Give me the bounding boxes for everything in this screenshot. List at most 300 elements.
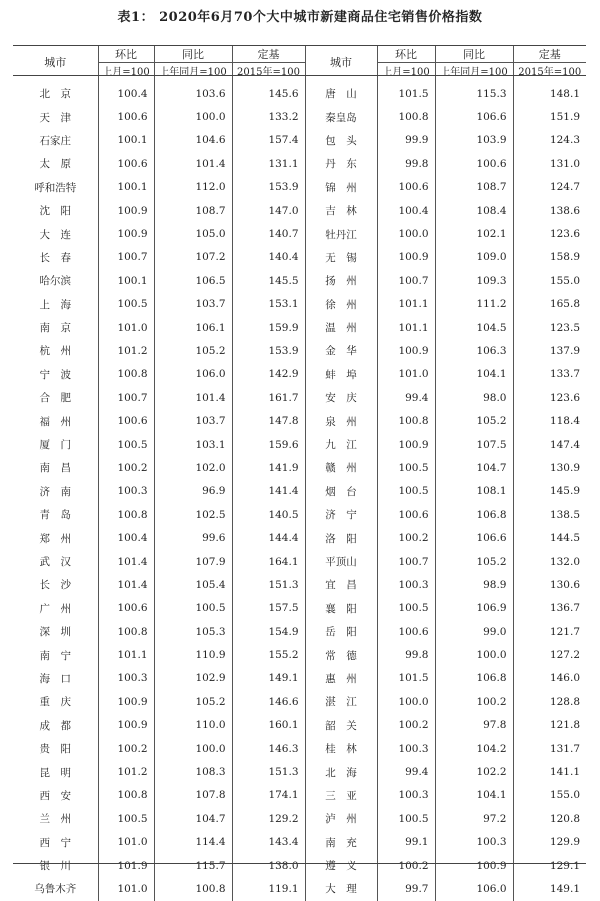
left-city-cell: 哈尔滨 <box>39 275 71 288</box>
left-base-cell: 145.6 <box>232 78 305 105</box>
left-city-cell: 天 津 <box>39 111 71 124</box>
right-base-cell: 137.9 <box>513 339 586 362</box>
left-city-cell: 昆 明 <box>39 766 71 779</box>
left-mom-cell: 101.0 <box>98 877 154 900</box>
left-city-cell: 合 肥 <box>39 392 71 405</box>
right-city-cell: 岳 阳 <box>305 620 377 643</box>
header-mom-right: 环比 <box>377 46 435 63</box>
right-city-cell: 金 华 <box>305 339 377 362</box>
right-base-cell: 133.7 <box>513 363 586 386</box>
left-city-cell: 深 圳 <box>39 626 71 639</box>
left-city-cell: 长 沙 <box>39 579 71 592</box>
right-base-cell: 131.0 <box>513 152 586 175</box>
right-yoy-cell: 106.0 <box>435 877 513 900</box>
left-mom-cell: 100.6 <box>98 597 154 620</box>
left-base-cell: 140.7 <box>232 222 305 245</box>
right-base-cell: 144.5 <box>513 526 586 549</box>
left-mom-cell: 100.5 <box>98 807 154 830</box>
left-yoy-cell: 104.7 <box>154 807 232 830</box>
left-mom-cell: 101.9 <box>98 854 154 877</box>
left-city-cell: 石家庄 <box>39 134 71 147</box>
right-mom-cell: 100.3 <box>377 573 435 596</box>
left-city-cell: 重 庆 <box>39 696 71 709</box>
left-city-cell: 福 州 <box>39 415 71 428</box>
table-header <box>13 46 586 78</box>
right-city-cell: 秦皇岛 <box>305 105 377 128</box>
left-city-cell: 济 南 <box>39 485 71 498</box>
right-base-cell: 123.5 <box>513 316 586 339</box>
right-base-cell: 151.9 <box>513 105 586 128</box>
right-city-cell: 丹 东 <box>305 152 377 175</box>
right-city-cell: 九 江 <box>305 433 377 456</box>
left-yoy-cell: 102.5 <box>154 503 232 526</box>
left-city-cell: 郑 州 <box>39 532 71 545</box>
left-yoy-cell: 107.9 <box>154 550 232 573</box>
table-row <box>13 199 586 222</box>
table-row <box>13 737 586 760</box>
left-mom-cell: 101.2 <box>98 760 154 783</box>
right-base-cell: 123.6 <box>513 222 586 245</box>
header-base-left: 定基 <box>232 46 305 63</box>
left-base-cell: 174.1 <box>232 784 305 807</box>
table-row <box>13 316 586 339</box>
left-base-cell: 131.1 <box>232 152 305 175</box>
table-row <box>13 269 586 292</box>
left-city-cell: 沈 阳 <box>39 205 71 218</box>
left-city-cell: 南 宁 <box>39 649 71 662</box>
right-yoy-cell: 100.3 <box>435 831 513 854</box>
right-mom-cell: 101.5 <box>377 78 435 105</box>
right-mom-cell: 100.8 <box>377 105 435 128</box>
right-yoy-cell: 100.9 <box>435 854 513 877</box>
left-city-cell: 呼和浩特 <box>34 181 77 194</box>
table-row <box>13 129 586 152</box>
table-row <box>13 526 586 549</box>
right-city-cell: 宜 昌 <box>305 573 377 596</box>
right-yoy-cell: 100.2 <box>435 690 513 713</box>
left-yoy-cell: 105.4 <box>154 573 232 596</box>
right-yoy-cell: 106.9 <box>435 597 513 620</box>
right-mom-cell: 99.8 <box>377 643 435 666</box>
left-mom-cell: 100.9 <box>98 199 154 222</box>
table-row <box>13 573 586 596</box>
right-base-cell: 130.9 <box>513 456 586 479</box>
right-city-cell: 吉 林 <box>305 199 377 222</box>
right-base-cell: 138.5 <box>513 503 586 526</box>
right-yoy-cell: 108.7 <box>435 176 513 199</box>
left-base-cell: 149.1 <box>232 667 305 690</box>
right-yoy-cell: 97.2 <box>435 807 513 830</box>
table-row <box>13 597 586 620</box>
left-base-cell: 151.3 <box>232 573 305 596</box>
right-base-cell: 118.4 <box>513 409 586 432</box>
left-mom-cell: 100.4 <box>98 526 154 549</box>
right-yoy-cell: 106.6 <box>435 105 513 128</box>
right-base-cell: 124.7 <box>513 176 586 199</box>
table-row <box>13 620 586 643</box>
right-yoy-cell: 104.1 <box>435 784 513 807</box>
left-base-cell: 133.2 <box>232 105 305 128</box>
right-base-cell: 121.7 <box>513 620 586 643</box>
right-city-cell: 惠 州 <box>305 667 377 690</box>
left-base-cell: 129.2 <box>232 807 305 830</box>
left-yoy-cell: 96.9 <box>154 480 232 503</box>
left-yoy-cell: 102.9 <box>154 667 232 690</box>
left-base-cell: 160.1 <box>232 714 305 737</box>
left-mom-cell: 100.6 <box>98 409 154 432</box>
table-row <box>13 550 586 573</box>
left-base-cell: 153.1 <box>232 293 305 316</box>
left-mom-cell: 100.1 <box>98 269 154 292</box>
left-yoy-cell: 115.7 <box>154 854 232 877</box>
left-base-cell: 155.2 <box>232 643 305 666</box>
right-city-cell: 唐 山 <box>305 78 377 105</box>
left-mom-cell: 100.9 <box>98 714 154 737</box>
left-mom-cell: 100.8 <box>98 363 154 386</box>
right-mom-cell: 100.5 <box>377 456 435 479</box>
table-row <box>13 105 586 128</box>
left-mom-cell: 100.5 <box>98 433 154 456</box>
right-mom-cell: 100.9 <box>377 339 435 362</box>
table-title: 表1： 2020年6月70个大中城市新建商品住宅销售价格指数 <box>117 10 483 25</box>
right-city-cell: 大 理 <box>305 877 377 900</box>
right-yoy-cell: 98.9 <box>435 573 513 596</box>
right-city-cell: 三 亚 <box>305 784 377 807</box>
right-mom-cell: 100.9 <box>377 246 435 269</box>
left-city-cell: 杭 州 <box>39 345 71 358</box>
left-mom-cell: 100.1 <box>98 129 154 152</box>
left-mom-cell: 101.1 <box>98 643 154 666</box>
right-yoy-cell: 108.1 <box>435 480 513 503</box>
right-mom-cell: 99.4 <box>377 760 435 783</box>
left-city-cell: 大 连 <box>39 228 71 241</box>
right-mom-cell: 100.9 <box>377 433 435 456</box>
right-base-cell: 136.7 <box>513 597 586 620</box>
table-bottom-rule <box>13 863 586 864</box>
left-base-cell: 140.5 <box>232 503 305 526</box>
left-city-cell: 北 京 <box>39 88 71 101</box>
right-base-cell: 165.8 <box>513 293 586 316</box>
left-base-cell: 157.4 <box>232 129 305 152</box>
right-yoy-cell: 106.8 <box>435 667 513 690</box>
left-mom-cell: 101.4 <box>98 550 154 573</box>
right-city-cell: 烟 台 <box>305 480 377 503</box>
right-mom-cell: 99.9 <box>377 129 435 152</box>
right-base-cell: 141.1 <box>513 760 586 783</box>
right-mom-cell: 100.3 <box>377 737 435 760</box>
left-mom-cell: 100.1 <box>98 176 154 199</box>
left-mom-cell: 100.8 <box>98 784 154 807</box>
right-city-cell: 无 锡 <box>305 246 377 269</box>
left-yoy-cell: 105.2 <box>154 690 232 713</box>
right-base-cell: 146.0 <box>513 667 586 690</box>
header-mom-left: 环比 <box>98 46 154 63</box>
right-mom-cell: 100.2 <box>377 854 435 877</box>
right-yoy-cell: 104.1 <box>435 363 513 386</box>
table-row <box>13 480 586 503</box>
table-row <box>13 246 586 269</box>
right-yoy-cell: 109.3 <box>435 269 513 292</box>
right-city-cell: 韶 关 <box>305 714 377 737</box>
header-base-sub-right: 2015年=100 <box>513 63 586 79</box>
left-base-cell: 147.8 <box>232 409 305 432</box>
left-city-cell: 南 京 <box>39 322 71 335</box>
left-yoy-cell: 105.2 <box>154 339 232 362</box>
left-mom-cell: 100.7 <box>98 246 154 269</box>
right-city-cell: 安 庆 <box>305 386 377 409</box>
right-base-cell: 132.0 <box>513 550 586 573</box>
table-row <box>13 222 586 245</box>
left-city-cell: 武 汉 <box>39 556 71 568</box>
left-city-cell: 海 口 <box>39 672 71 685</box>
right-base-cell: 129.9 <box>513 831 586 854</box>
right-base-cell: 128.8 <box>513 690 586 713</box>
table-row <box>13 503 586 526</box>
left-mom-cell: 100.2 <box>98 737 154 760</box>
left-yoy-cell: 107.2 <box>154 246 232 269</box>
right-mom-cell: 101.0 <box>377 363 435 386</box>
right-city-cell: 平顶山 <box>305 550 377 573</box>
header-mom-sub-left: 上月=100 <box>98 63 154 79</box>
left-base-cell: 157.5 <box>232 597 305 620</box>
left-yoy-cell: 101.4 <box>154 152 232 175</box>
left-city-cell: 广 州 <box>39 602 71 615</box>
left-yoy-cell: 100.0 <box>154 105 232 128</box>
left-yoy-cell: 103.6 <box>154 78 232 105</box>
right-yoy-cell: 106.8 <box>435 503 513 526</box>
left-yoy-cell: 108.3 <box>154 760 232 783</box>
left-city-cell: 西 宁 <box>39 836 71 849</box>
left-city-cell: 银 川 <box>39 860 71 873</box>
table-row <box>13 293 586 316</box>
left-yoy-cell: 100.0 <box>154 737 232 760</box>
right-city-cell: 湛 江 <box>305 690 377 713</box>
right-yoy-cell: 100.6 <box>435 152 513 175</box>
left-base-cell: 164.1 <box>232 550 305 573</box>
table-row <box>13 854 586 877</box>
left-yoy-cell: 104.6 <box>154 129 232 152</box>
table-row <box>13 386 586 409</box>
left-city-cell: 南 昌 <box>39 462 71 475</box>
left-mom-cell: 101.2 <box>98 339 154 362</box>
right-yoy-cell: 100.0 <box>435 643 513 666</box>
left-mom-cell: 100.7 <box>98 386 154 409</box>
right-city-cell: 牡丹江 <box>305 222 377 245</box>
right-yoy-cell: 97.8 <box>435 714 513 737</box>
right-mom-cell: 100.7 <box>377 269 435 292</box>
left-mom-cell: 100.8 <box>98 503 154 526</box>
table-row <box>13 78 586 105</box>
right-base-cell: 138.6 <box>513 199 586 222</box>
table-row <box>13 363 586 386</box>
right-city-cell: 泉 州 <box>305 409 377 432</box>
left-base-cell: 153.9 <box>232 339 305 362</box>
header-yoy-sub-right: 上年同月=100 <box>435 63 513 79</box>
right-mom-cell: 99.8 <box>377 152 435 175</box>
left-base-cell: 140.4 <box>232 246 305 269</box>
right-city-cell: 北 海 <box>305 760 377 783</box>
right-base-cell: 130.6 <box>513 573 586 596</box>
left-base-cell: 159.6 <box>232 433 305 456</box>
left-mom-cell: 100.9 <box>98 222 154 245</box>
left-yoy-cell: 103.7 <box>154 293 232 316</box>
right-yoy-cell: 115.3 <box>435 78 513 105</box>
right-mom-cell: 100.2 <box>377 714 435 737</box>
left-yoy-cell: 100.8 <box>154 877 232 900</box>
right-city-cell: 锦 州 <box>305 176 377 199</box>
right-yoy-cell: 107.5 <box>435 433 513 456</box>
right-yoy-cell: 104.7 <box>435 456 513 479</box>
left-city-cell: 成 都 <box>39 719 71 732</box>
right-base-cell: 121.8 <box>513 714 586 737</box>
right-yoy-cell: 104.5 <box>435 316 513 339</box>
right-city-cell: 赣 州 <box>305 456 377 479</box>
price-index-table <box>13 46 586 901</box>
right-city-cell: 徐 州 <box>305 293 377 316</box>
right-base-cell: 155.0 <box>513 269 586 292</box>
header-yoy-sub-left: 上年同月=100 <box>154 63 232 79</box>
left-base-cell: 161.7 <box>232 386 305 409</box>
right-yoy-cell: 102.2 <box>435 760 513 783</box>
left-mom-cell: 100.6 <box>98 105 154 128</box>
right-city-cell: 包 头 <box>305 129 377 152</box>
right-base-cell: 123.6 <box>513 386 586 409</box>
right-base-cell: 145.9 <box>513 480 586 503</box>
table-row <box>13 433 586 456</box>
right-yoy-cell: 109.0 <box>435 246 513 269</box>
left-base-cell: 146.3 <box>232 737 305 760</box>
header-yoy-left: 同比 <box>154 46 232 63</box>
right-yoy-cell: 111.2 <box>435 293 513 316</box>
right-mom-cell: 100.6 <box>377 620 435 643</box>
left-mom-cell: 101.0 <box>98 316 154 339</box>
left-city-cell: 兰 州 <box>39 813 71 826</box>
right-base-cell: 155.0 <box>513 784 586 807</box>
left-yoy-cell: 106.0 <box>154 363 232 386</box>
right-base-cell: 148.1 <box>513 78 586 105</box>
table-row <box>13 176 586 199</box>
table-row <box>13 456 586 479</box>
right-city-cell: 蚌 埠 <box>305 363 377 386</box>
right-mom-cell: 99.4 <box>377 386 435 409</box>
right-mom-cell: 101.5 <box>377 667 435 690</box>
right-yoy-cell: 105.2 <box>435 550 513 573</box>
header-yoy-right: 同比 <box>435 46 513 63</box>
right-city-cell: 南 充 <box>305 831 377 854</box>
right-base-cell: 147.4 <box>513 433 586 456</box>
left-base-cell: 153.9 <box>232 176 305 199</box>
left-yoy-cell: 103.1 <box>154 433 232 456</box>
left-city-cell: 厦 门 <box>39 439 71 452</box>
left-city-cell: 乌鲁木齐 <box>34 883 77 896</box>
right-base-cell: 149.1 <box>513 877 586 900</box>
table-row <box>13 807 586 830</box>
right-city-cell: 扬 州 <box>305 269 377 292</box>
right-mom-cell: 100.0 <box>377 690 435 713</box>
left-yoy-cell: 102.0 <box>154 456 232 479</box>
right-city-cell: 桂 林 <box>305 737 377 760</box>
right-base-cell: 131.7 <box>513 737 586 760</box>
table-row <box>13 409 586 432</box>
left-base-cell: 145.5 <box>232 269 305 292</box>
right-city-cell: 济 宁 <box>305 503 377 526</box>
left-base-cell: 138.0 <box>232 854 305 877</box>
right-mom-cell: 99.7 <box>377 877 435 900</box>
left-city-cell: 宁 波 <box>39 368 71 381</box>
table-row <box>13 667 586 690</box>
left-base-cell: 141.9 <box>232 456 305 479</box>
table-row <box>13 690 586 713</box>
left-mom-cell: 100.5 <box>98 293 154 316</box>
table-body <box>13 78 586 901</box>
right-city-cell: 泸 州 <box>305 807 377 830</box>
left-yoy-cell: 99.6 <box>154 526 232 549</box>
left-city-cell: 上 海 <box>39 298 71 311</box>
table-row <box>13 643 586 666</box>
table-row <box>13 714 586 737</box>
right-base-cell: 129.1 <box>513 854 586 877</box>
table-row <box>13 152 586 175</box>
left-yoy-cell: 114.4 <box>154 831 232 854</box>
right-yoy-cell: 104.2 <box>435 737 513 760</box>
right-mom-cell: 100.2 <box>377 526 435 549</box>
left-base-cell: 141.4 <box>232 480 305 503</box>
table-row <box>13 877 586 900</box>
left-yoy-cell: 108.7 <box>154 199 232 222</box>
table-row <box>13 784 586 807</box>
table-row <box>13 831 586 854</box>
left-base-cell: 146.6 <box>232 690 305 713</box>
right-mom-cell: 100.0 <box>377 222 435 245</box>
left-mom-cell: 100.4 <box>98 78 154 105</box>
left-yoy-cell: 107.8 <box>154 784 232 807</box>
left-yoy-cell: 100.5 <box>154 597 232 620</box>
right-mom-cell: 100.3 <box>377 784 435 807</box>
left-yoy-cell: 105.3 <box>154 620 232 643</box>
right-mom-cell: 100.5 <box>377 480 435 503</box>
right-city-cell: 常 德 <box>305 643 377 666</box>
right-city-cell: 遵 义 <box>305 854 377 877</box>
right-base-cell: 127.2 <box>513 643 586 666</box>
left-base-cell: 142.9 <box>232 363 305 386</box>
right-mom-cell: 100.6 <box>377 503 435 526</box>
right-base-cell: 120.8 <box>513 807 586 830</box>
right-yoy-cell: 98.0 <box>435 386 513 409</box>
right-mom-cell: 100.5 <box>377 807 435 830</box>
left-yoy-cell: 110.0 <box>154 714 232 737</box>
right-yoy-cell: 99.0 <box>435 620 513 643</box>
table-row <box>13 339 586 362</box>
left-base-cell: 151.3 <box>232 760 305 783</box>
left-mom-cell: 100.8 <box>98 620 154 643</box>
right-yoy-cell: 108.4 <box>435 199 513 222</box>
left-mom-cell: 101.4 <box>98 573 154 596</box>
right-yoy-cell: 106.3 <box>435 339 513 362</box>
right-mom-cell: 100.7 <box>377 550 435 573</box>
right-city-cell: 温 州 <box>305 316 377 339</box>
left-yoy-cell: 101.4 <box>154 386 232 409</box>
header-bottom-rule <box>13 75 586 76</box>
header-city-right: 城市 <box>305 46 377 78</box>
left-yoy-cell: 103.7 <box>154 409 232 432</box>
left-city-cell: 青 岛 <box>39 509 71 522</box>
right-mom-cell: 100.6 <box>377 176 435 199</box>
header-base-sub-left: 2015年=100 <box>232 63 305 79</box>
left-mom-cell: 100.3 <box>98 480 154 503</box>
left-city-cell: 贵 阳 <box>39 743 71 756</box>
right-city-cell: 洛 阳 <box>305 526 377 549</box>
right-yoy-cell: 103.9 <box>435 129 513 152</box>
